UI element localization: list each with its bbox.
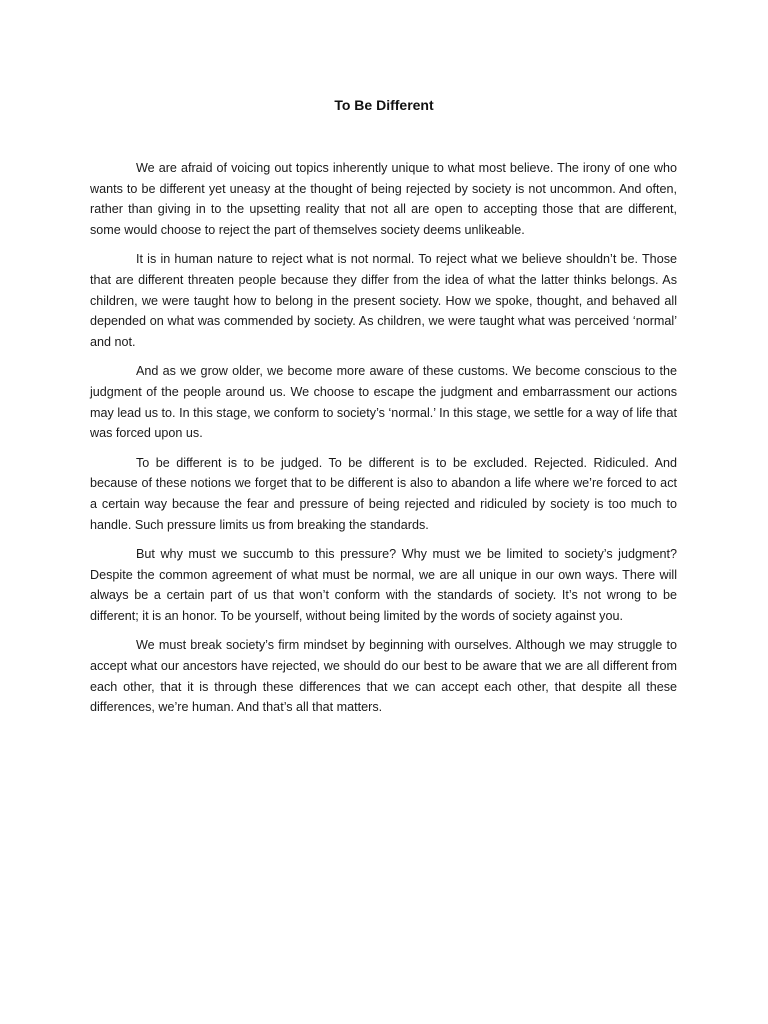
paragraph-4: To be different is to be judged. To be different is to be excluded. Rejected. Ridiculed. And because of these notions we forget that to be different is also to abandon a life where we’re forced to act a certain way because the fear and pressure of being rejected and ridiculed by society is too much to handle. Such pressure limits us from breaking the standards. [90, 455, 677, 532]
paragraph-2: It is in human nature to reject what is not normal. To reject what we believe shouldn’t be. Those that are different threaten people because they differ from the idea of what the latter thinks belongs. As children, we were taught how to belong in the present society. How we spoke, thought, and behaved all depended on what was commended by society. As children, we were taught what was perceived ‘normal’ and not. [90, 252, 677, 349]
paragraph-5: But why must we succumb to this pressure? Why must we be limited to society’s judgment? Despite the common agreement of what must be normal, we are all unique in our own ways. There will always be a certain part of us that won’t conform with the standards of society. It’s not wrong to be different; it is an honor. To be yourself, without being limited by the words of society against you. [90, 547, 677, 623]
paragraph-3: And as we grow older, we become more aware of these customs. We become conscious to the judgment of the people around us. We choose to escape the judgment and embarrassment our actions may lead us to. In this stage, we conform to society’s ‘normal.’ In this stage, we settle for a way of life that was forced upon us. [90, 364, 677, 441]
paragraph-1: We are afraid of voicing out topics inherently unique to what most believe. The irony of one who wants to be different yet uneasy at the thought of being rejected by society is not uncommon. And often, rather than giving in to the upsetting reality that not all are open to accepting those that are different, some would choose to reject the part of themselves society deems unlikeable. [90, 161, 677, 237]
paragraph-6: We must break society’s firm mindset by beginning with ourselves. Although we may struggle to accept what our ancestors have rejected, we should do our best to be aware that we are all different from each other, that it is through these differences that we can accept each other, that despite all these differences, we’re human. And that’s all that matters. [90, 638, 677, 715]
document-body [90, 158, 677, 727]
document-title: To Be Different [334, 97, 434, 113]
